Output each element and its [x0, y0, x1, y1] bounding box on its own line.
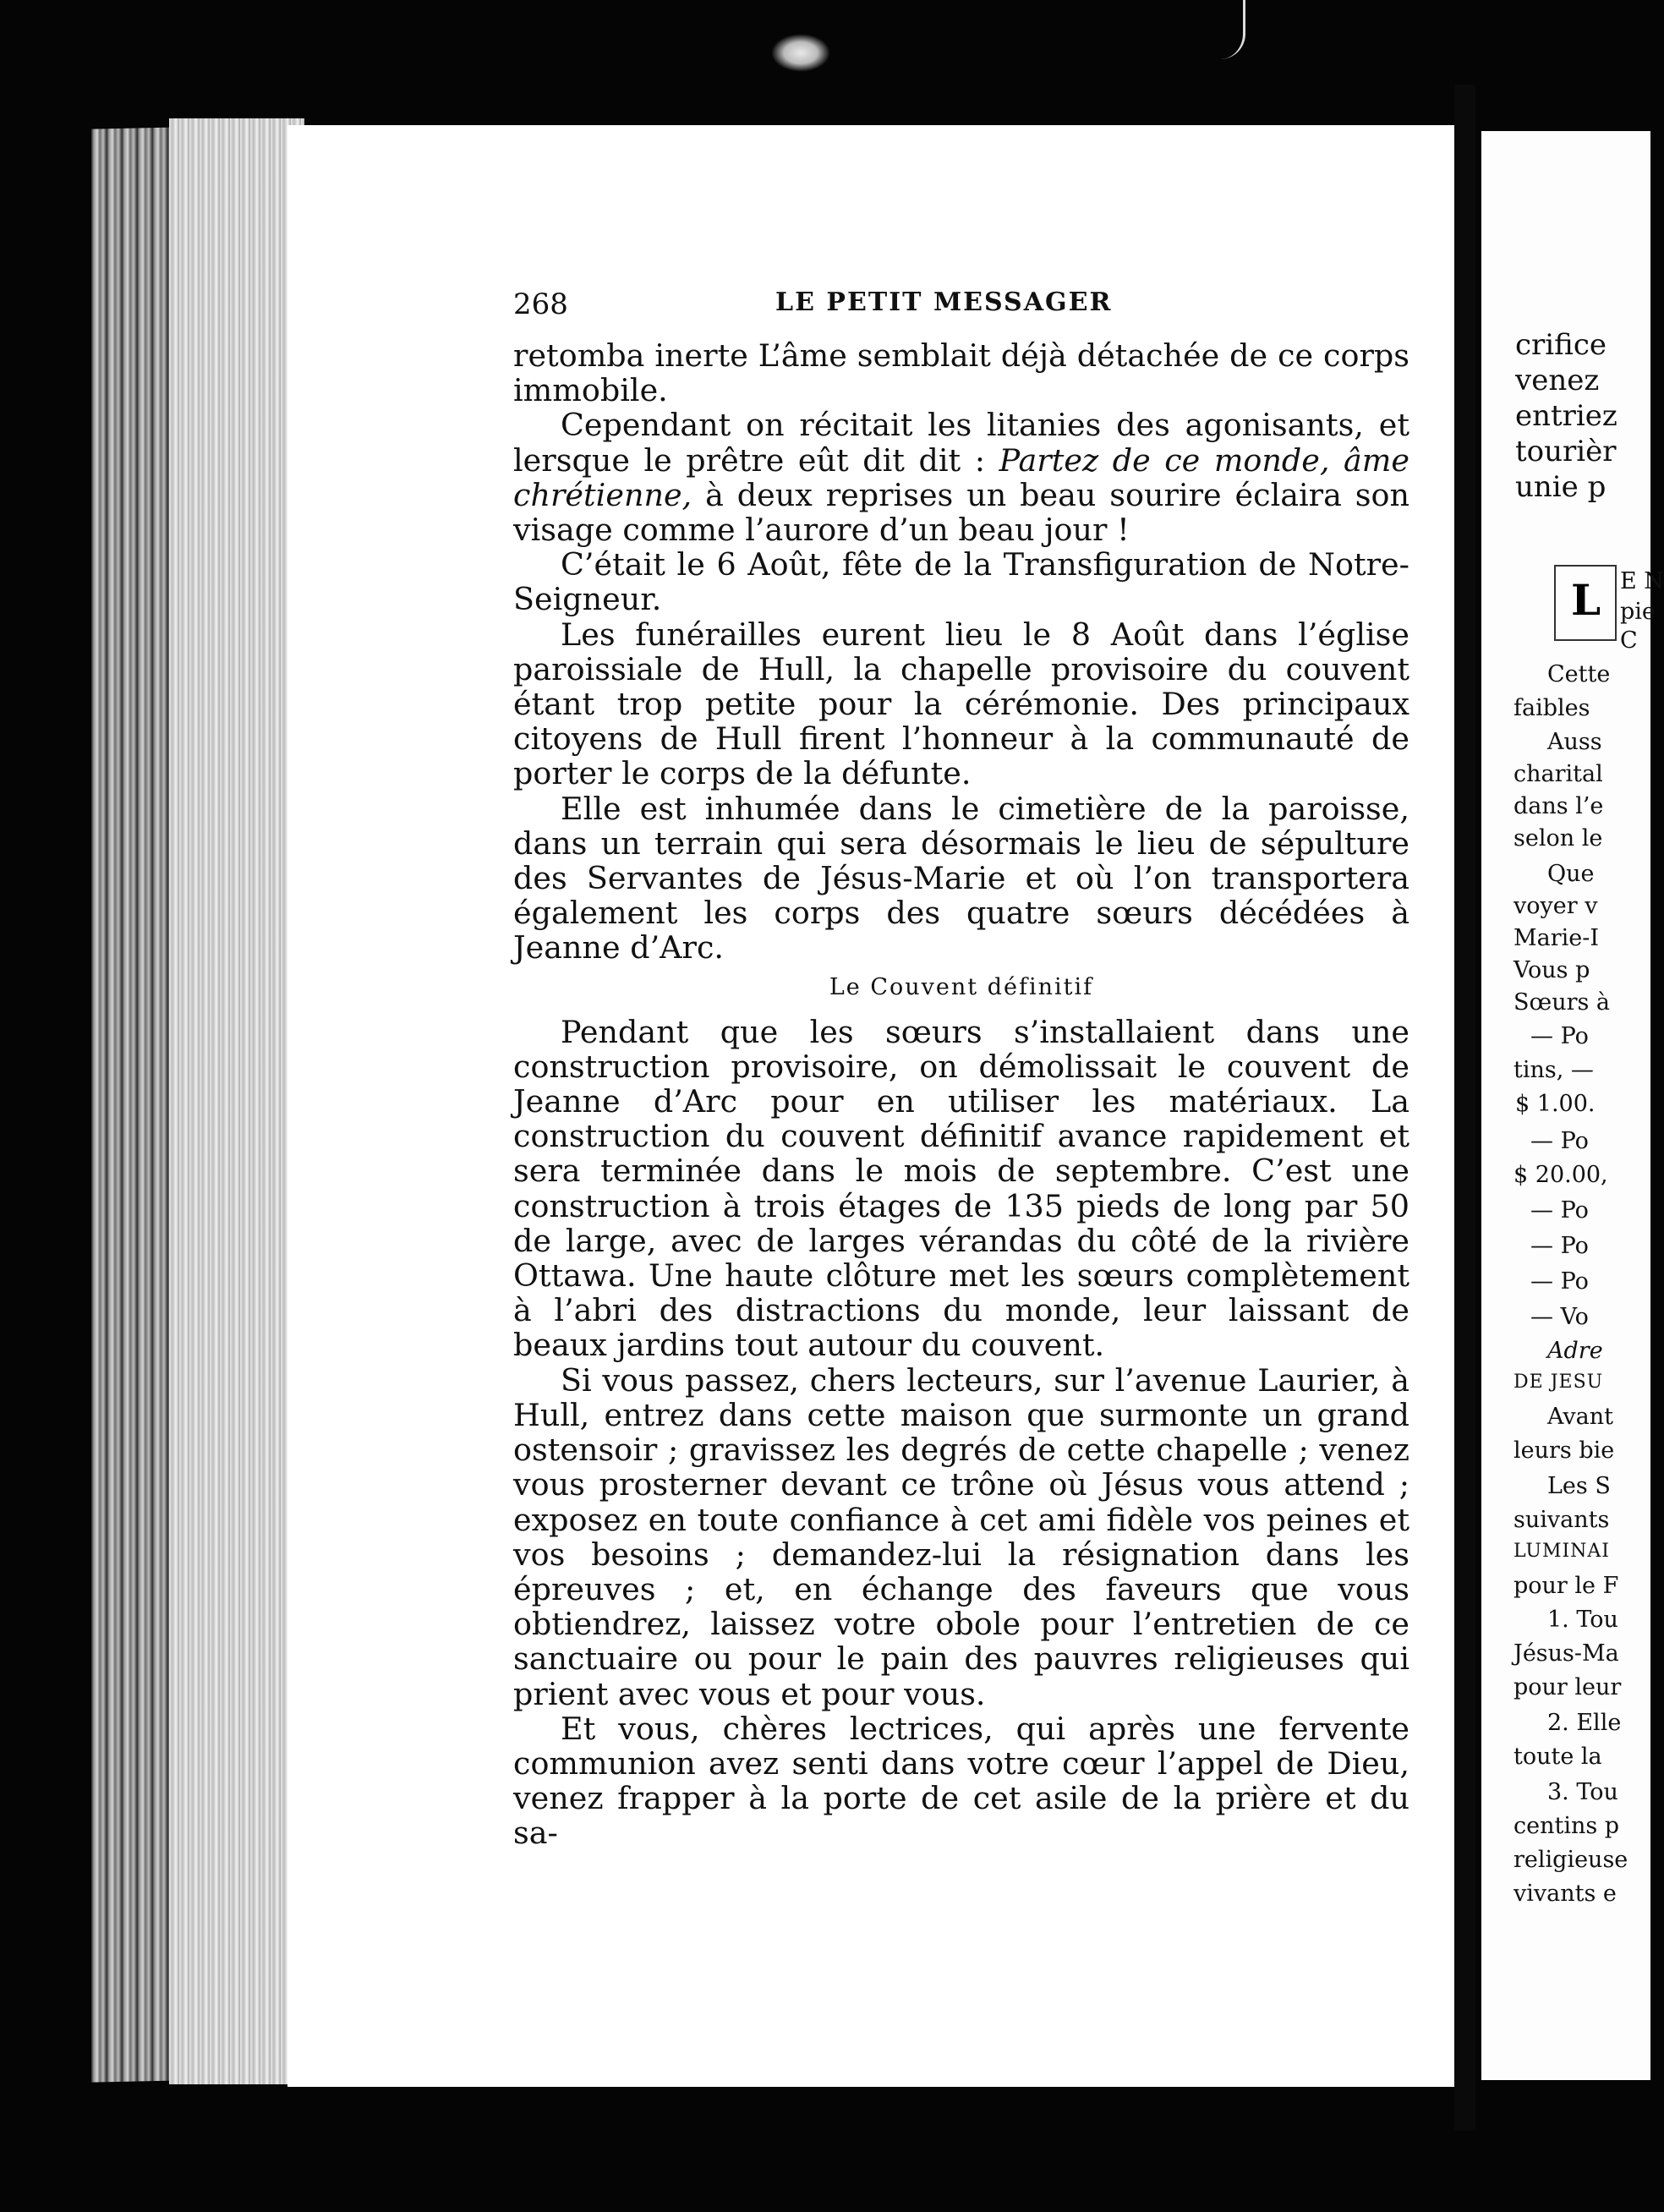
right-line: Marie-I	[1513, 925, 1600, 951]
right-line: leurs bie	[1513, 1437, 1615, 1464]
right-line: crifice	[1515, 328, 1607, 362]
right-line: — Po	[1530, 1233, 1589, 1259]
right-line: Jésus-Ma	[1513, 1640, 1619, 1667]
right-line: pie	[1620, 599, 1656, 625]
right-line: 2. Elle	[1547, 1710, 1622, 1736]
page-number: 268	[513, 287, 568, 321]
right-line: vivants e	[1513, 1881, 1617, 1907]
paragraph: Elle est inhumée dans le cimetière de la paroisse, dans un terrain qui sera désormais le lieu de sépulture des Servantes de Jésus-Marie et où l’on transportera également les corps des quatre sœurs décédées à Jeanne d’Arc.	[513, 790, 1409, 966]
left-page-body	[513, 338, 1409, 1851]
right-line: E N	[1620, 568, 1664, 594]
running-head: LE PETIT MESSAGER	[775, 287, 1113, 317]
book-page-edges-inner	[169, 118, 304, 2084]
right-line: selon le	[1513, 825, 1603, 851]
right-line: Que	[1547, 861, 1595, 887]
right-line: religieuse	[1513, 1847, 1628, 1873]
paragraph-text: à deux reprises un beau sourire éclaira son visage comme l’aurore d’un beau jour !	[513, 476, 1409, 549]
drop-cap	[1554, 565, 1617, 641]
right-line: — Po	[1530, 1268, 1589, 1295]
right-line: C	[1620, 627, 1638, 654]
right-line: $ 1.00.	[1515, 1091, 1596, 1117]
paragraph: C’était le 6 Août, fête de la Transfiguration de Notre-Seigneur.	[513, 546, 1409, 618]
right-line: $ 20.00,	[1513, 1162, 1608, 1188]
right-line: tins, —	[1513, 1057, 1594, 1083]
right-line: entriez	[1515, 399, 1617, 433]
scan-speck	[771, 34, 830, 72]
right-line: centins p	[1513, 1813, 1620, 1839]
right-line: Avant	[1547, 1404, 1613, 1430]
right-line: tourièr	[1515, 435, 1617, 468]
right-line: LUMINAI	[1513, 1541, 1610, 1562]
quoted-prayer: Partez de ce monde, âme chrétienne,	[513, 441, 1409, 513]
right-line: — Vo	[1530, 1304, 1589, 1330]
paragraph-text: Cependant on récitait les litanies des agonisants, et lersque le prêtre eût dit dit :	[513, 407, 1409, 479]
paragraph: Pendant que les sœurs s’installaient dans une construction provisoire, on démolissait le couvent de Jeanne d’Arc pour en utiliser les matériaux. La construction du couvent définitif avance rapidement et sera terminée dans le mois de septembre. C’est une construction à trois étages de 135 pieds de long par 50 de large, avec de larges vérandas du côté de la rivière Ottawa. Une haute clôture met les sœurs complètement à l’abri des distractions du monde, leur laissant de beaux jardins tout autour du couvent.	[513, 1013, 1409, 1364]
right-line: DE JESU	[1513, 1372, 1604, 1393]
right-line: Adre	[1547, 1338, 1603, 1364]
right-line: venez	[1515, 364, 1600, 397]
paragraph: Si vous passez, chers lecteurs, sur l’avenue Laurier, à Hull, entrez dans cette maison que surmonte un grand ostensoir ; gravissez les degrés de cette chapelle ; venez vous prosterner devant ce trône où Jésus vous attend ; exposez en toute confiance à cet ami fidèle vos peines et vos besoins ; demandez-lui la résignation dans les épreuves ; et, en échange des faveurs que vous obtiendrez, laissez votre obole pour l’entretien de ce sanctuaire ou pour le pain des pauvres religieuses qui prient avec vous et pour vous.	[513, 1361, 1409, 1712]
right-line: faibles	[1513, 695, 1590, 721]
right-line: — Po	[1530, 1128, 1589, 1154]
paragraph: retomba inerte L’âme semblait déjà détachée de ce corps immobile.	[513, 337, 1409, 409]
right-line: 3. Tou	[1547, 1779, 1618, 1805]
right-line: unie p	[1515, 470, 1607, 504]
right-line: — Po	[1530, 1023, 1589, 1049]
paragraph: Et vous, chères lectrices, qui après une fervente communion avez senti dans votre cœur l’appel de Dieu, venez frapper à la porte de cet asile de la prière et du sa-	[513, 1710, 1409, 1852]
scan-mark	[1218, 0, 1245, 59]
right-line: pour le F	[1513, 1573, 1619, 1599]
right-line: — Po	[1530, 1197, 1589, 1224]
section-heading: Le Couvent définitif	[829, 973, 1094, 1000]
right-line: Auss	[1547, 729, 1602, 755]
right-line: Sœurs à	[1513, 989, 1611, 1016]
right-line: dans l’e	[1513, 793, 1604, 819]
right-line: toute la	[1513, 1744, 1602, 1770]
book-gutter	[1454, 85, 1475, 2131]
right-line: Vous p	[1513, 957, 1590, 983]
right-line: voyer v	[1513, 893, 1598, 919]
right-line: charital	[1513, 761, 1603, 787]
paragraph	[513, 408, 1409, 547]
paragraph: Les funérailles eurent lieu le 8 Août dans l’église paroissiale de Hull, la chapelle provisoire du couvent étant trop petite pour la cérémonie. Des principaux citoyens de Hull firent l’honneur à la communauté de porter le corps de la défunte.	[513, 616, 1409, 792]
drop-cap-letter: L	[1571, 575, 1601, 625]
right-line: 1. Tou	[1547, 1607, 1618, 1633]
right-line: pour leur	[1513, 1674, 1622, 1700]
right-line: suivants	[1513, 1507, 1610, 1533]
right-line: Cette	[1547, 661, 1611, 687]
right-line: Les S	[1547, 1473, 1611, 1499]
page-header	[513, 287, 1409, 330]
